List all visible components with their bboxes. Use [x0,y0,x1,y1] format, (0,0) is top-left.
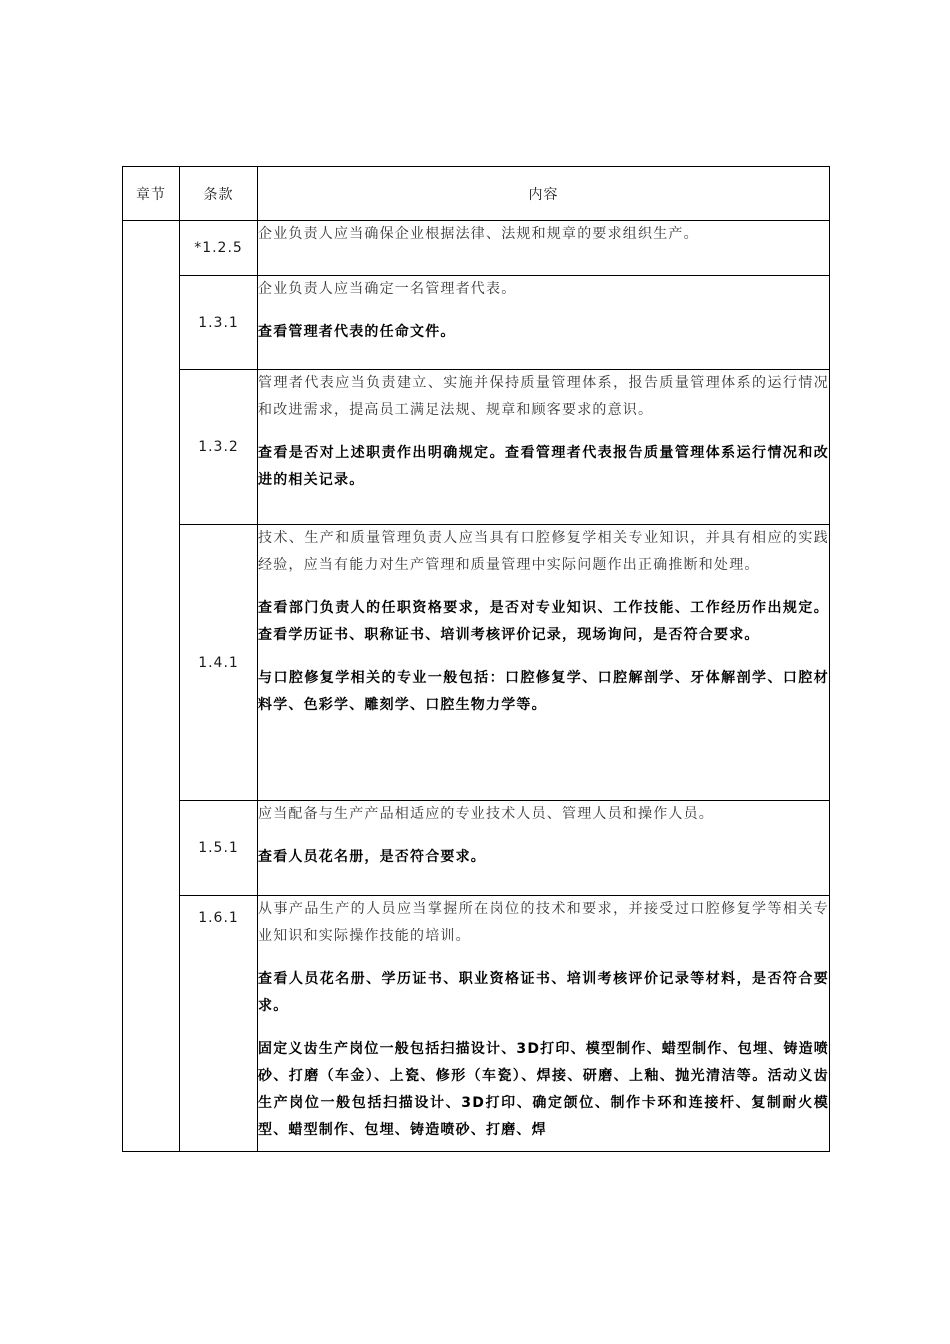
clause-code: 1.5.1 [180,801,258,896]
chapter-cell [123,221,180,1152]
header-clause: 条款 [180,167,258,221]
note-text: 固定义齿生产岗位一般包括扫描设计、3D打印、模型制作、蜡型制作、包埋、铸造喷砂、打磨（车金）、上瓷、修形（车瓷）、焊接、研磨、上釉、抛光清洁等。活动义齿生产岗位一般包括扫描设计、3D打印、确定颌位、制作卡环和连接杆、复制耐火模型、蜡型制作、包埋、铸造喷砂、打磨、焊 [258,1041,829,1138]
requirement-text: 管理者代表应当负责建立、实施并保持质量管理体系，报告质量管理体系的运行情况和改进需求，提高员工满足法规、规章和顾客要求的意识。 [258,375,829,418]
check-method-text: 查看人员花名册，是否符合要求。 [258,849,486,865]
table-row [123,896,830,1152]
requirement-text: 技术、生产和质量管理负责人应当具有口腔修复学相关专业知识，并具有相应的实践经验，应当有能力对生产管理和质量管理中实际问题作出正确推断和处理。 [258,530,829,573]
clause-content [258,525,830,801]
table-row [123,276,830,370]
clause-content [258,896,830,1152]
check-method-text: 查看管理者代表的任命文件。 [258,324,456,340]
clause-content [258,370,830,525]
check-method-text: 查看人员花名册、学历证书、职业资格证书、培训考核评价记录等材料，是否符合要求。 [258,971,829,1014]
clause-code: 1.4.1 [180,525,258,801]
requirement-text: 企业负责人应当确定一名管理者代表。 [258,281,517,297]
table-row [123,801,830,896]
table-row [123,221,830,276]
requirement-text: 从事产品生产的人员应当掌握所在岗位的技术和要求，并接受过口腔修复学等相关专业知识和实际操作技能的培训。 [258,901,829,944]
table-header-row [123,167,830,221]
header-content: 内容 [258,167,830,221]
clause-code: *1.2.5 [180,221,258,276]
clause-code: 1.3.2 [180,370,258,525]
clause-code: 1.6.1 [180,896,258,1152]
table-row [123,525,830,801]
clause-content [258,276,830,370]
clause-code: 1.3.1 [180,276,258,370]
check-method-text: 查看是否对上述职责作出明确规定。查看管理者代表报告质量管理体系运行情况和改进的相关记录。 [258,445,829,488]
requirements-table [122,166,830,1152]
header-chapter: 章节 [123,167,180,221]
check-method-text: 查看部门负责人的任职资格要求，是否对专业知识、工作技能、工作经历作出规定。查看学历证书、职称证书、培训考核评价记录，现场询问，是否符合要求。 [258,600,829,643]
requirement-text: 企业负责人应当确保企业根据法律、法规和规章的要求组织生产。 [258,226,699,242]
clause-content [258,801,830,896]
table-row [123,370,830,525]
clause-content [258,221,830,276]
requirement-text: 应当配备与生产产品相适应的专业技术人员、管理人员和操作人员。 [258,806,714,822]
note-text: 与口腔修复学相关的专业一般包括：口腔修复学、口腔解剖学、牙体解剖学、口腔材料学、色彩学、雕刻学、口腔生物力学等。 [258,670,829,713]
